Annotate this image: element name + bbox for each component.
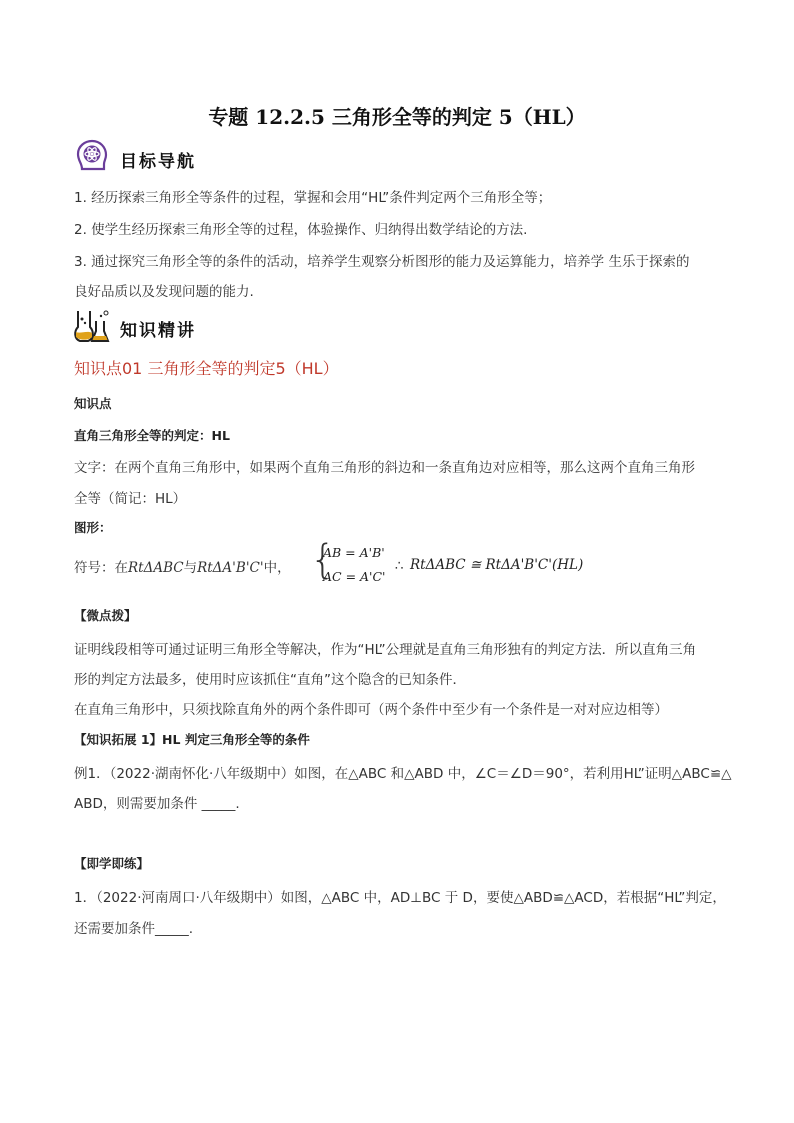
goal-item-3-cont: 良好品质以及发现问题的能力. — [74, 284, 254, 300]
rule-text-line2: 全等（简记：HL） — [74, 491, 187, 507]
symbol-and: 与 — [183, 560, 198, 576]
symbol-in: 中， — [263, 560, 291, 576]
practice-line2: 还需要加条件_____. — [74, 921, 194, 937]
equation-2: AC = A'C' — [323, 569, 386, 584]
therefore-symbol: ∴ — [395, 558, 404, 574]
rule-title: 直角三角形全等的判定：HL — [74, 428, 230, 443]
goal-item-3: 3. 通过探究三角形全等的条件的活动，培养学生观察分析图形的能力及运算能力，培养学 生乐于探索的 — [74, 254, 690, 270]
example-line1: 例1．（2022·湖南怀化·八年级期中）如图，在△ABC 和△ABD 中，∠C＝∠D＝90°，若利用HL”证明△ABC≌△ — [74, 766, 732, 782]
symbol-triangle-2: RtΔA'B'C' — [197, 560, 264, 576]
example-line2: ABD，则需要加条件 _____. — [74, 796, 240, 812]
knowledge-point-label: 知识点 — [74, 396, 112, 411]
tips-line3: 在直角三角形中，只须找除直角外的两个条件即可（两个条件中至少有一个条件是一对对应边相等） — [74, 702, 668, 718]
tips-heading: 【微点拨】 — [74, 608, 137, 623]
extension-heading: 【知识拓展 1】HL 判定三角形全等的条件 — [74, 732, 310, 747]
practice-heading: 【即学即练】 — [74, 856, 150, 871]
tips-line2: 形的判定方法最多，使用时应该抓住“直角”这个隐含的已知条件． — [74, 672, 466, 688]
goals-heading: 目标导航 — [120, 152, 196, 172]
symbol-line — [74, 556, 291, 576]
system-brace: { — [310, 537, 336, 583]
symbol-triangle-1: RtΔABC — [128, 560, 184, 576]
tips-line1: 证明线段相等可通过证明三角形全等解决，作为“HL”公理就是直角三角形独有的判定方法．所以直角三角 — [74, 642, 697, 658]
goal-item-2: 2. 使学生经历探索三角形全等的过程，体验操作、归纳得出数学结论的方法. — [74, 222, 528, 238]
practice-line1: 1．（2022·河南周口·八年级期中）如图，△ABC 中，AD⊥BC 于 D，要使△ABD≌△ACD，若根据“HL”判定， — [74, 890, 726, 906]
knowledge-heading: 知识精讲 — [120, 321, 196, 341]
goal-item-1: 1. 经历探索三角形全等条件的过程，掌握和会用“HL”条件判定两个三角形全等； — [74, 190, 552, 206]
rule-text-line1: 文字：在两个直角三角形中，如果两个直角三角形的斜边和一条直角边对应相等，那么这两个直角三角形 — [74, 460, 695, 476]
knowledge-point-title: 知识点01 三角形全等的判定5（HL） — [74, 359, 339, 378]
symbol-prefix: 符号：在 — [74, 560, 128, 576]
symbol-conclusion: RtΔABC ≅ RtΔA'B'C'(HL) — [410, 557, 584, 573]
equation-1: AB = A'B' — [323, 545, 385, 560]
flask-icon — [72, 307, 112, 345]
brain-icon — [74, 139, 110, 175]
figure-label: 图形： — [74, 520, 112, 535]
page-title: 专题 12.2.5 三角形全等的判定 5（HL） — [208, 105, 586, 129]
